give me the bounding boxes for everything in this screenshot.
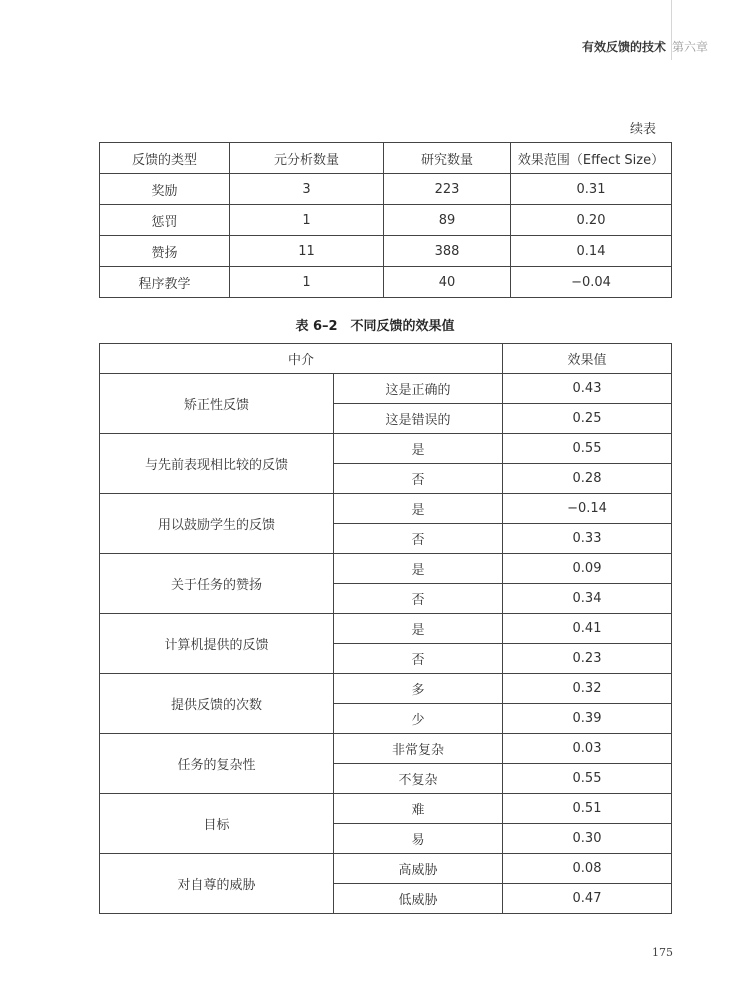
column-header: 反馈的类型	[100, 143, 230, 174]
condition-label: 非常复杂	[334, 734, 503, 764]
mediator-label: 计算机提供的反馈	[100, 614, 334, 674]
table-cell: 11	[230, 236, 384, 267]
effect-value: 0.33	[503, 524, 672, 554]
feedback-effect-table	[99, 343, 672, 914]
table-cell: −0.04	[511, 267, 672, 298]
table-cell: 0.20	[511, 205, 672, 236]
effect-value: 0.30	[503, 824, 672, 854]
table-header-row	[100, 143, 672, 174]
effect-value: −0.14	[503, 494, 672, 524]
table-cell: 程序教学	[100, 267, 230, 298]
condition-label: 不复杂	[334, 764, 503, 794]
mediator-label: 矫正性反馈	[100, 374, 334, 434]
table-row	[100, 734, 672, 764]
table-cell: 0.14	[511, 236, 672, 267]
effect-value: 0.41	[503, 614, 672, 644]
table-row	[100, 494, 672, 524]
table-cell: 223	[384, 174, 511, 205]
effect-value: 0.28	[503, 464, 672, 494]
mediator-label: 用以鼓励学生的反馈	[100, 494, 334, 554]
table-row	[100, 854, 672, 884]
column-header: 元分析数量	[230, 143, 384, 174]
mediator-label: 任务的复杂性	[100, 734, 334, 794]
table-cell: 1	[230, 267, 384, 298]
condition-label: 是	[334, 434, 503, 464]
page-number: 175	[652, 946, 673, 959]
condition-label: 是	[334, 554, 503, 584]
condition-label: 否	[334, 524, 503, 554]
running-header	[582, 38, 708, 55]
table-row	[100, 205, 672, 236]
condition-label: 高威胁	[334, 854, 503, 884]
condition-label: 是	[334, 614, 503, 644]
table-row	[100, 236, 672, 267]
table-body	[100, 374, 672, 914]
effect-value: 0.51	[503, 794, 672, 824]
column-header-mediator: 中介	[100, 344, 503, 374]
effect-value: 0.25	[503, 404, 672, 434]
condition-label: 难	[334, 794, 503, 824]
effect-value: 0.03	[503, 734, 672, 764]
condition-label: 低威胁	[334, 884, 503, 914]
condition-label: 否	[334, 584, 503, 614]
table-cell: 3	[230, 174, 384, 205]
table-cell: 388	[384, 236, 511, 267]
table-body	[100, 174, 672, 298]
condition-label: 多	[334, 674, 503, 704]
table-caption: 表 6–2 不同反馈的效果值	[295, 319, 455, 334]
mediator-label: 对自尊的威胁	[100, 854, 334, 914]
mediator-label: 目标	[100, 794, 334, 854]
effect-value: 0.55	[503, 434, 672, 464]
effect-value: 0.39	[503, 704, 672, 734]
effect-value: 0.08	[503, 854, 672, 884]
condition-label: 易	[334, 824, 503, 854]
effect-value: 0.43	[503, 374, 672, 404]
table-cell: 奖励	[100, 174, 230, 205]
table-row	[100, 374, 672, 404]
table-cell: 惩罚	[100, 205, 230, 236]
table-cell: 1	[230, 205, 384, 236]
condition-label: 是	[334, 494, 503, 524]
table-cell: 89	[384, 205, 511, 236]
condition-label: 少	[334, 704, 503, 734]
effect-value: 0.34	[503, 584, 672, 614]
mediator-label: 与先前表现相比较的反馈	[100, 434, 334, 494]
table-row	[100, 174, 672, 205]
condition-label: 这是错误的	[334, 404, 503, 434]
mediator-label: 提供反馈的次数	[100, 674, 334, 734]
table-cell: 赞扬	[100, 236, 230, 267]
mediator-label: 关于任务的赞扬	[100, 554, 334, 614]
column-header-effect: 效果值	[503, 344, 672, 374]
effect-value: 0.47	[503, 884, 672, 914]
effect-value: 0.55	[503, 764, 672, 794]
condition-label: 否	[334, 464, 503, 494]
feedback-type-table	[99, 142, 672, 298]
table-row	[100, 554, 672, 584]
table-cell: 0.31	[511, 174, 672, 205]
table-row	[100, 267, 672, 298]
table-row	[100, 614, 672, 644]
table-row	[100, 794, 672, 824]
effect-value: 0.32	[503, 674, 672, 704]
table-cell: 40	[384, 267, 511, 298]
effect-value: 0.23	[503, 644, 672, 674]
table-row	[100, 674, 672, 704]
table-row	[100, 434, 672, 464]
chapter-label: 第六章	[671, 40, 708, 54]
column-header: 研究数量	[384, 143, 511, 174]
effect-value: 0.09	[503, 554, 672, 584]
column-header: 效果范围（Effect Size）	[511, 143, 672, 174]
condition-label: 否	[334, 644, 503, 674]
book-title: 有效反馈的技术	[581, 40, 666, 54]
continued-label: 续表	[630, 122, 657, 137]
table-header-row	[100, 344, 672, 374]
condition-label: 这是正确的	[334, 374, 503, 404]
